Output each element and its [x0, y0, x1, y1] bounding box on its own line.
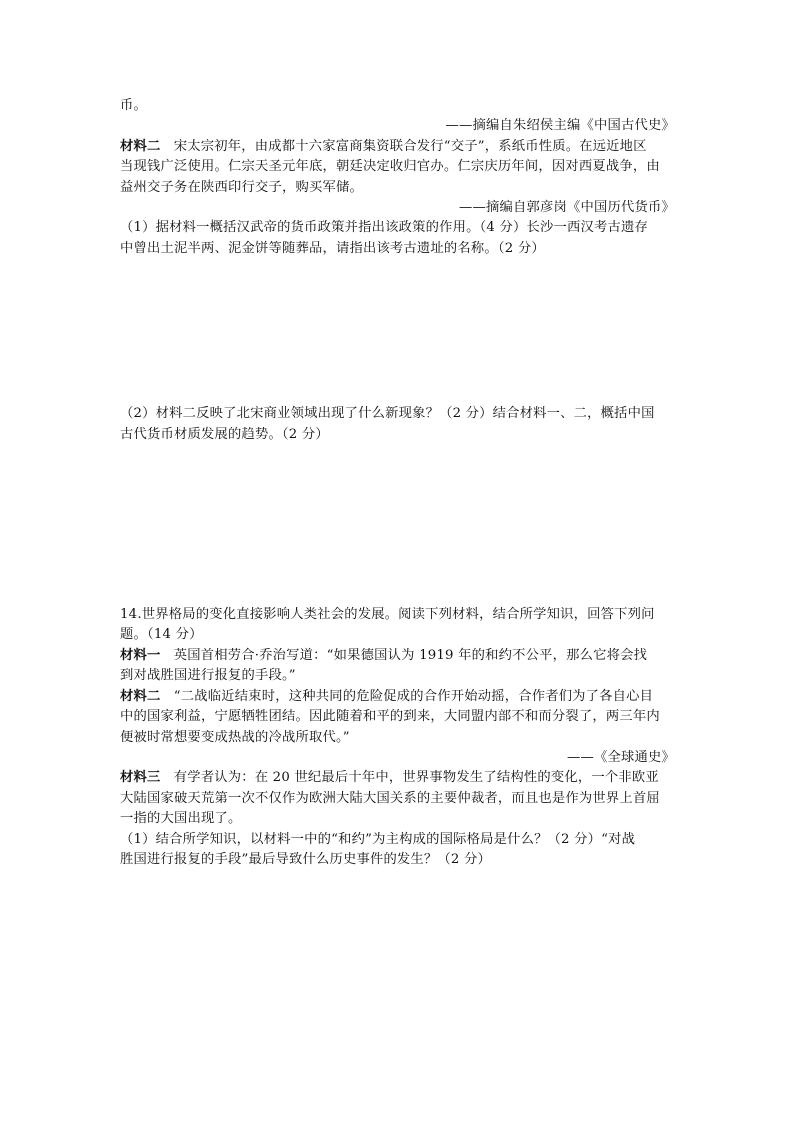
- q14-material-3-line-3: 一指的大国出现了。: [120, 811, 242, 827]
- material-2-line-2: 当现钱广泛使用。仁宗天圣元年底，朝廷决定收归官办。仁宗庆历年间，因对西夏战争，由: [120, 159, 660, 175]
- material-text: 英国首相劳合·乔治写道：“如果德国认为 1919 年的和约不公平，那么它将会找: [173, 647, 648, 663]
- q14-intro-line-1: 14.世界格局的变化直接影响人类社会的发展。阅读下列材料，结合所学知识，回答下列问: [120, 607, 655, 623]
- question-2-line-2: 古代货币材质发展的趋势。（2 分）: [120, 426, 329, 442]
- material-text: 有学者认为：在 20 世纪最后十年中，世界事物发生了结构性的变化，一个非欧亚: [173, 770, 659, 786]
- question-1-line-2: 中曾出土泥半两、泥金饼等随葬品，请指出该考古遗址的名称。（2 分）: [120, 240, 545, 256]
- material-2-line-1: [120, 137, 675, 157]
- source-citation: ——《全球通史》: [567, 749, 675, 765]
- material-label: 材料二: [120, 688, 161, 704]
- q14-intro-line-2: 题。（14 分）: [120, 627, 203, 643]
- source-citation: ——摘编自郭彦岗《中国历代货币》: [459, 200, 675, 216]
- material-2-line-3: 益州交子务在陕西印行交子，购买军储。: [120, 179, 363, 195]
- source-citation: ——摘编自朱绍侯主编《中国古代史》: [445, 118, 675, 134]
- material-text: “二战临近结束时，这种共同的危险促成的合作开始动摇，合作者们为了各自心目: [173, 688, 654, 704]
- q14-material-2-line-2: 中的国家利益，宁愿牺牲团结。因此随着和平的到来，大同盟内部不和而分裂了，两三年内: [120, 709, 660, 725]
- q14-material-3-line-2: 大陆国家破天荒第一次不仅作为欧洲大陆大国关系的主要仲裁者，而且也是作为世界上首屈: [120, 790, 660, 806]
- q14-material-2-line-3: 便被时常想要变成热战的冷战所取代。”: [120, 729, 350, 745]
- answer-space: [120, 445, 675, 605]
- q14-question-1-line-1: （1）结合所学知识，以材料一中的“和约”为主构成的国际格局是什么？（2 分）“对战: [120, 831, 636, 847]
- q14-material-2-line-1: [120, 687, 675, 707]
- q14-material-3-line-1: [120, 768, 675, 788]
- exam-page: [120, 96, 675, 870]
- material-label: 材料二: [120, 138, 161, 154]
- material-label: 材料一: [120, 647, 161, 663]
- question-2-line-1: （2）材料二反映了北宋商业领域出现了什么新现象？（2 分）结合材料一、二，概括中国: [120, 406, 655, 422]
- carry-over-line: 币。: [120, 98, 147, 113]
- material-label: 材料三: [120, 770, 161, 786]
- material-text: 宋太宗初年，由成都十六家富商集资联合发行“交子”，系纸币性质。在远近地区: [173, 138, 647, 154]
- q14-material-1-line-1: [120, 646, 675, 666]
- q14-question-1-line-2: 胜国进行报复的手段”最后导致什么历史事件的发生？（2 分）: [120, 851, 492, 867]
- q14-material-1-line-2: 到对战胜国进行报复的手段。”: [120, 668, 296, 684]
- question-1-line-1: （1）据材料一概括汉武帝的货币政策并指出该政策的作用。（4 分）长沙一西汉考古遗存: [120, 220, 648, 236]
- answer-space: [120, 259, 675, 404]
